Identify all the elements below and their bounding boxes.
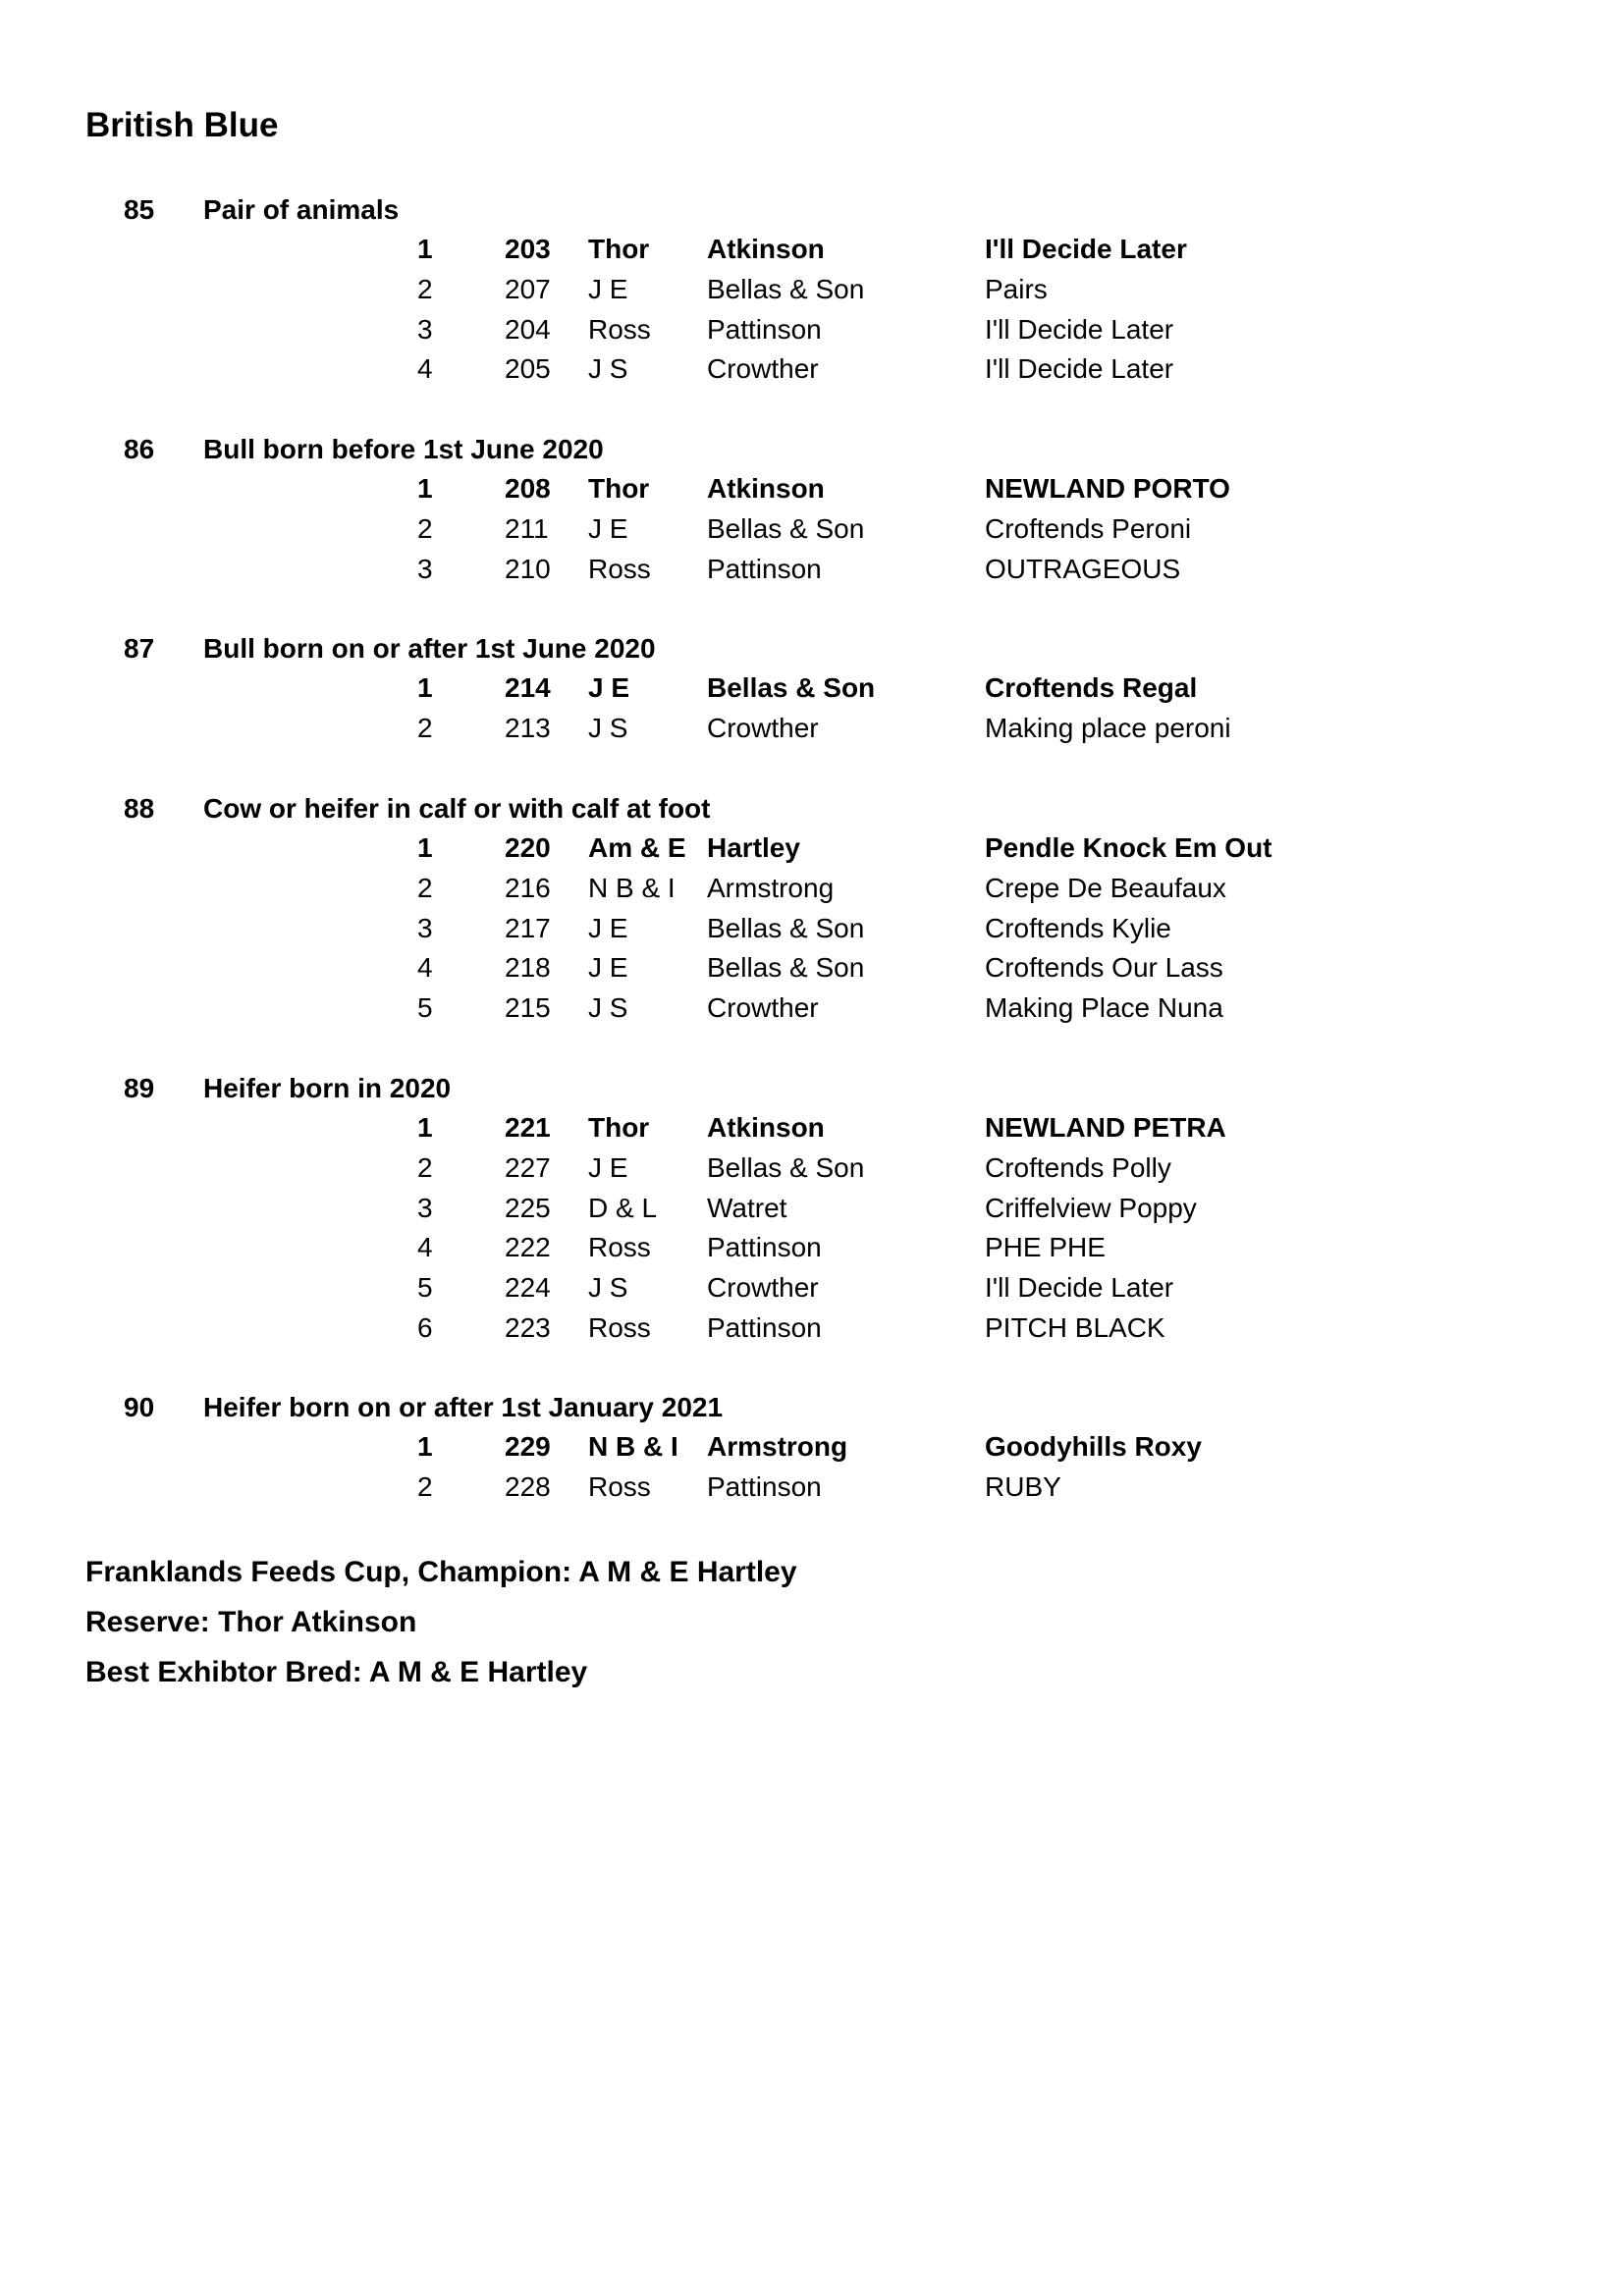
awards-summary [85, 1556, 797, 1706]
placing: 3 [417, 912, 433, 943]
animal-name: Goodyhills Roxy [985, 1431, 1202, 1462]
exhibitor-surname: Bellas & Son [707, 1151, 865, 1183]
best-exhibitor-bred-line: Best Exhibtor Bred: A M & E Hartley [85, 1656, 588, 1688]
placing: 6 [417, 1311, 433, 1343]
class-number: 87 [124, 633, 155, 664]
exhibitor-surname: Atkinson [707, 1112, 825, 1143]
class-heading [0, 1073, 1624, 1112]
exhibitor-initials: J S [588, 353, 628, 385]
exhibitor-surname: Bellas & Son [707, 952, 865, 984]
exhibitor-initials: J E [588, 952, 628, 984]
result-row [0, 873, 1624, 913]
placing: 3 [417, 553, 433, 584]
animal-name: OUTRAGEOUS [985, 553, 1181, 584]
result-row [0, 713, 1624, 753]
entry-number: 208 [505, 473, 551, 504]
placing: 2 [417, 872, 433, 903]
result-row [0, 1272, 1624, 1312]
exhibitor-surname: Pattinson [707, 1311, 822, 1343]
class-number: 89 [124, 1073, 155, 1103]
exhibitor-surname: Watret [707, 1192, 787, 1223]
placing: 3 [417, 313, 433, 345]
animal-name: Croftends Peroni [985, 512, 1192, 544]
placing: 1 [417, 234, 433, 264]
exhibitor-initials: J E [588, 912, 628, 943]
animal-name: Crepe De Beaufaux [985, 872, 1226, 903]
entry-number: 203 [505, 234, 551, 264]
animal-name: Pairs [985, 273, 1048, 304]
placing: 2 [417, 1151, 433, 1183]
placing: 4 [417, 952, 433, 984]
entry-number: 222 [505, 1232, 551, 1263]
entry-number: 225 [505, 1192, 551, 1223]
result-row [0, 913, 1624, 953]
exhibitor-initials: J E [588, 512, 628, 544]
entry-number: 216 [505, 872, 551, 903]
animal-name: NEWLAND PETRA [985, 1112, 1226, 1143]
animal-name: NEWLAND PORTO [985, 473, 1230, 504]
animal-name: RUBY [985, 1470, 1061, 1502]
exhibitor-initials: Ross [588, 313, 651, 345]
result-row [0, 952, 1624, 992]
exhibitor-initials: J S [588, 1272, 628, 1304]
class-number: 85 [124, 194, 155, 225]
class-block [0, 633, 1624, 753]
animal-name: Croftends Regal [985, 672, 1198, 703]
entry-number: 205 [505, 353, 551, 385]
entry-number: 217 [505, 912, 551, 943]
result-row [0, 832, 1624, 873]
class-number: 86 [124, 434, 155, 464]
exhibitor-initials: N B & I [588, 1431, 678, 1462]
placing: 1 [417, 473, 433, 504]
placing: 2 [417, 512, 433, 544]
result-row [0, 353, 1624, 394]
champion-line: Franklands Feeds Cup, Champion: A M & E Hartley [85, 1556, 797, 1588]
animal-name: PITCH BLACK [985, 1311, 1165, 1343]
exhibitor-surname: Bellas & Son [707, 672, 876, 703]
exhibitor-surname: Crowther [707, 712, 819, 743]
exhibitor-surname: Pattinson [707, 1470, 822, 1502]
entry-number: 204 [505, 313, 551, 345]
placing: 4 [417, 1232, 433, 1263]
class-heading [0, 1392, 1624, 1431]
entry-number: 224 [505, 1272, 551, 1304]
animal-name: Making place peroni [985, 712, 1231, 743]
class-block [0, 434, 1624, 593]
section-title: British Blue [85, 106, 279, 144]
animal-name: I'll Decide Later [985, 1272, 1174, 1304]
exhibitor-surname: Armstrong [707, 872, 835, 903]
result-row [0, 554, 1624, 594]
exhibitor-surname: Pattinson [707, 313, 822, 345]
reserve-line: Reserve: Thor Atkinson [85, 1606, 417, 1638]
entry-number: 229 [505, 1431, 551, 1462]
class-heading [0, 793, 1624, 832]
exhibitor-initials: Ross [588, 1232, 651, 1263]
class-name: Cow or heifer in calf or with calf at foot [203, 793, 711, 824]
class-number: 88 [124, 793, 155, 824]
result-row [0, 992, 1624, 1033]
animal-name: Croftends Our Lass [985, 952, 1223, 984]
exhibitor-surname: Hartley [707, 832, 800, 863]
result-row [0, 1232, 1624, 1272]
exhibitor-initials: J S [588, 712, 628, 743]
exhibitor-initials: Thor [588, 473, 650, 504]
exhibitor-initials: J S [588, 992, 628, 1024]
entry-number: 218 [505, 952, 551, 984]
exhibitor-surname: Crowther [707, 353, 819, 385]
result-row [0, 1312, 1624, 1353]
entry-number: 213 [505, 712, 551, 743]
class-block [0, 1073, 1624, 1353]
placing: 2 [417, 712, 433, 743]
result-row [0, 234, 1624, 274]
result-row [0, 274, 1624, 314]
placing: 1 [417, 672, 433, 703]
exhibitor-surname: Bellas & Son [707, 273, 865, 304]
result-row [0, 1112, 1624, 1152]
placing: 2 [417, 273, 433, 304]
exhibitor-surname: Crowther [707, 992, 819, 1024]
exhibitor-initials: Ross [588, 553, 651, 584]
class-name: Bull born before 1st June 2020 [203, 434, 604, 464]
entry-number: 215 [505, 992, 551, 1024]
exhibitor-initials: J E [588, 672, 630, 703]
animal-name: Making Place Nuna [985, 992, 1223, 1024]
class-heading [0, 194, 1624, 234]
class-name: Heifer born in 2020 [203, 1073, 452, 1103]
result-row [0, 1431, 1624, 1471]
animal-name: Croftends Kylie [985, 912, 1171, 943]
exhibitor-initials: N B & I [588, 872, 676, 903]
placing: 1 [417, 1112, 433, 1143]
animal-name: Criffelview Poppy [985, 1192, 1197, 1223]
result-row [0, 473, 1624, 513]
entry-number: 227 [505, 1151, 551, 1183]
placing: 5 [417, 1272, 433, 1304]
class-block [0, 793, 1624, 1033]
exhibitor-initials: Thor [588, 234, 650, 264]
result-row [0, 1193, 1624, 1233]
class-heading [0, 633, 1624, 672]
exhibitor-surname: Atkinson [707, 473, 825, 504]
exhibitor-initials: Thor [588, 1112, 650, 1143]
animal-name: I'll Decide Later [985, 313, 1174, 345]
entry-number: 221 [505, 1112, 551, 1143]
class-name: Bull born on or after 1st June 2020 [203, 633, 656, 664]
entry-number: 223 [505, 1311, 551, 1343]
exhibitor-surname: Atkinson [707, 234, 825, 264]
result-row [0, 1152, 1624, 1193]
exhibitor-initials: Ross [588, 1311, 651, 1343]
placing: 2 [417, 1470, 433, 1502]
class-block [0, 1392, 1624, 1512]
placing: 3 [417, 1192, 433, 1223]
class-number: 90 [124, 1392, 155, 1422]
exhibitor-surname: Pattinson [707, 1232, 822, 1263]
animal-name: PHE PHE [985, 1232, 1106, 1263]
class-block [0, 194, 1624, 394]
entry-number: 214 [505, 672, 551, 703]
animal-name: Pendle Knock Em Out [985, 832, 1272, 863]
exhibitor-initials: D & L [588, 1192, 658, 1223]
result-row [0, 314, 1624, 354]
exhibitor-initials: Am & E [588, 832, 686, 863]
exhibitor-initials: J E [588, 273, 628, 304]
placing: 5 [417, 992, 433, 1024]
class-name: Heifer born on or after 1st January 2021 [203, 1392, 724, 1422]
exhibitor-surname: Armstrong [707, 1431, 848, 1462]
exhibitor-surname: Bellas & Son [707, 912, 865, 943]
placing: 4 [417, 353, 433, 385]
placing: 1 [417, 1431, 433, 1462]
animal-name: Croftends Polly [985, 1151, 1171, 1183]
result-row [0, 513, 1624, 554]
result-row [0, 672, 1624, 713]
animal-name: I'll Decide Later [985, 353, 1174, 385]
entry-number: 211 [505, 512, 549, 544]
entry-number: 220 [505, 832, 551, 863]
entry-number: 207 [505, 273, 551, 304]
class-heading [0, 434, 1624, 473]
exhibitor-initials: Ross [588, 1470, 651, 1502]
placing: 1 [417, 832, 433, 863]
exhibitor-surname: Pattinson [707, 553, 822, 584]
animal-name: I'll Decide Later [985, 234, 1187, 264]
entry-number: 210 [505, 553, 551, 584]
exhibitor-initials: J E [588, 1151, 628, 1183]
class-name: Pair of animals [203, 194, 400, 225]
exhibitor-surname: Bellas & Son [707, 512, 865, 544]
entry-number: 228 [505, 1470, 551, 1502]
result-row [0, 1471, 1624, 1512]
exhibitor-surname: Crowther [707, 1272, 819, 1304]
